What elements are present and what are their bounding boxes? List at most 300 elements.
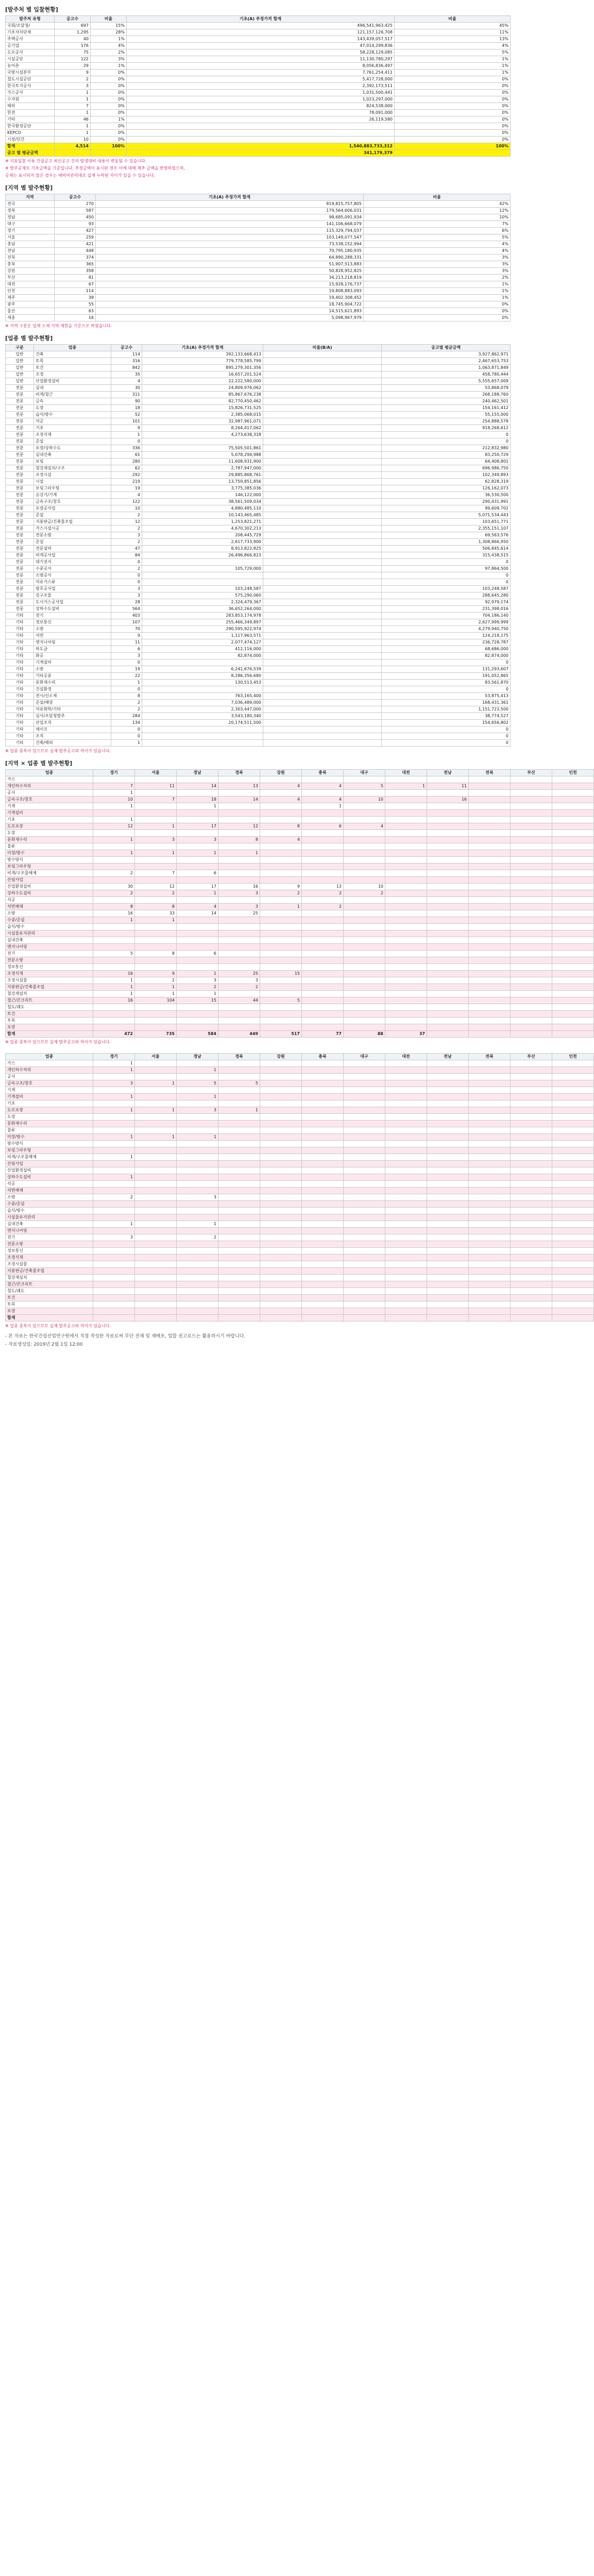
table-cell	[469, 910, 511, 917]
region-industry-table-2-header	[6, 1054, 594, 1060]
table-row	[6, 686, 511, 693]
table-cell: 석면	[34, 633, 111, 639]
table-cell	[135, 1255, 177, 1261]
table-cell	[135, 790, 177, 796]
table-cell	[385, 1011, 427, 1018]
table-cell	[511, 1121, 552, 1127]
table-cell: 경북	[6, 208, 55, 214]
table-cell: 전문	[6, 432, 34, 438]
table-cell	[511, 1255, 552, 1261]
table-cell	[260, 1194, 302, 1201]
table-cell	[263, 546, 382, 552]
table-cell	[511, 1228, 552, 1234]
table-cell	[344, 1154, 385, 1161]
table-cell: 2,617,733,900	[142, 539, 263, 546]
table-cell	[344, 1255, 385, 1261]
table-cell	[469, 897, 511, 904]
table-cell: 토목	[34, 358, 111, 365]
table-cell	[93, 1161, 135, 1167]
table-cell: 254,888,578	[382, 418, 511, 425]
table-cell	[302, 951, 344, 957]
table-cell	[427, 803, 469, 810]
table-cell: 방수방식	[6, 857, 93, 863]
table-cell	[260, 790, 302, 796]
table-cell	[511, 1080, 552, 1087]
table-row	[6, 241, 511, 248]
table-cell	[469, 1107, 511, 1114]
table-cell: 0	[382, 740, 511, 747]
table-cell: 341,179,379	[127, 150, 395, 157]
table-cell: 기계설비	[6, 810, 93, 817]
table-cell	[552, 803, 594, 810]
table-cell: 68,686,000	[382, 646, 511, 653]
table-cell	[263, 626, 382, 633]
table-cell: 기타	[6, 680, 34, 686]
table-cell	[427, 1315, 469, 1321]
table-cell	[511, 877, 552, 884]
table-cell	[177, 1127, 218, 1134]
table-cell: 1	[93, 991, 135, 997]
table-cell	[552, 783, 594, 790]
table-cell	[385, 1208, 427, 1214]
table-cell	[427, 1121, 469, 1127]
table-cell	[469, 1114, 511, 1121]
table-row	[6, 532, 511, 539]
table-cell: 3%	[364, 255, 511, 261]
table-cell	[302, 971, 344, 977]
table-cell: 9	[55, 70, 91, 76]
table-cell: 12	[135, 884, 177, 890]
table-cell	[385, 937, 427, 944]
table-cell	[344, 1087, 385, 1094]
table-cell	[469, 890, 511, 897]
table-cell	[385, 1214, 427, 1221]
table-cell	[427, 1114, 469, 1121]
table-cell: 조경식재	[34, 432, 111, 438]
table-cell	[552, 1161, 594, 1167]
table-cell	[469, 1228, 511, 1234]
table-cell	[344, 790, 385, 796]
table-cell	[218, 1094, 260, 1100]
table-cell: 358	[55, 268, 96, 275]
table-cell: 산업환경설비	[6, 884, 93, 890]
table-cell: 73,538,152,994	[96, 241, 364, 248]
table-cell: 114	[111, 351, 142, 358]
table-cell	[469, 1261, 511, 1268]
table-cell	[427, 863, 469, 870]
table-cell	[135, 1074, 177, 1080]
table-row	[6, 977, 594, 984]
table-cell	[260, 843, 302, 850]
table-cell	[511, 997, 552, 1004]
table-cell	[302, 1018, 344, 1024]
table-cell	[427, 1100, 469, 1107]
table-cell	[385, 1018, 427, 1024]
table-cell	[177, 1011, 218, 1018]
table-cell: 7,036,489,000	[142, 700, 263, 706]
table-cell	[511, 924, 552, 930]
orderer-note-3: 공제는 표시되지 않은 경우는 예비비관리대로 실제 누락된 자이가 있을 수 있습니다.	[5, 173, 155, 178]
table-row	[6, 1114, 594, 1121]
table-cell: 24,809,976,062	[142, 385, 263, 392]
table-cell: 3	[93, 1080, 135, 1087]
column-header: 경북	[218, 770, 260, 776]
table-cell: 인천	[6, 288, 55, 295]
table-cell: 1	[218, 1107, 260, 1114]
table-cell	[385, 1194, 427, 1201]
table-cell	[427, 1228, 469, 1234]
table-cell: 강원	[6, 268, 55, 275]
table-cell	[552, 850, 594, 857]
table-cell: 5	[260, 997, 302, 1004]
table-cell	[302, 1234, 344, 1241]
table-cell: 1%	[395, 70, 511, 76]
table-cell: 전문	[6, 566, 34, 572]
table-cell	[385, 1248, 427, 1255]
table-row	[6, 301, 511, 308]
table-row	[6, 1134, 594, 1141]
table-row	[6, 917, 594, 924]
table-cell	[395, 150, 511, 157]
table-cell	[385, 897, 427, 904]
table-cell: 34,213,218,819	[96, 275, 364, 281]
table-cell: 3	[55, 83, 91, 90]
table-cell: 4,273,638,318	[142, 432, 263, 438]
table-cell	[263, 666, 382, 673]
table-cell	[260, 1208, 302, 1214]
table-cell	[302, 837, 344, 843]
industry-table-body	[6, 351, 511, 747]
table-cell: 1	[111, 680, 142, 686]
table-cell: 세이프	[34, 726, 111, 733]
table-cell: 2%	[91, 49, 127, 56]
table-cell: 4	[260, 796, 302, 803]
table-row	[6, 843, 594, 850]
table-cell: 100%	[91, 143, 127, 150]
table-cell	[218, 1011, 260, 1018]
table-cell	[302, 843, 344, 850]
table-cell	[427, 977, 469, 984]
table-cell: 8	[135, 951, 177, 957]
table-cell: 전문소방	[34, 532, 111, 539]
table-cell	[552, 1154, 594, 1161]
table-cell: 8,286,356,680	[142, 673, 263, 680]
table-cell	[385, 917, 427, 924]
table-row	[6, 472, 511, 479]
table-row	[6, 944, 594, 951]
table-cell: 36,530,500	[382, 492, 511, 499]
table-cell	[427, 1301, 469, 1308]
table-cell	[427, 1201, 469, 1208]
table-cell	[427, 904, 469, 910]
table-cell: 1	[135, 917, 177, 924]
table-cell	[135, 1241, 177, 1248]
table-cell	[177, 1201, 218, 1208]
table-cell	[552, 823, 594, 830]
table-cell: 전문소방	[6, 1241, 93, 1248]
table-cell	[218, 1060, 260, 1067]
table-row	[6, 1268, 594, 1275]
table-cell: 75	[55, 49, 91, 56]
region-industry-table-2	[5, 1053, 594, 1321]
table-cell	[344, 810, 385, 817]
table-cell	[511, 971, 552, 977]
table-cell: 5,555,657,009	[382, 378, 511, 385]
table-cell	[135, 1234, 177, 1241]
table-cell	[218, 1288, 260, 1295]
table-cell: 2	[111, 700, 142, 706]
column-header: 업종	[6, 1054, 93, 1060]
table-cell	[511, 1208, 552, 1214]
table-cell: 236,728,787	[382, 639, 511, 646]
table-cell	[552, 1127, 594, 1134]
table-cell	[385, 1174, 427, 1181]
table-cell	[385, 910, 427, 917]
table-cell	[135, 944, 177, 951]
table-row	[6, 910, 594, 917]
table-cell	[93, 930, 135, 937]
table-cell: 9	[260, 884, 302, 890]
table-row	[6, 70, 511, 76]
table-cell: 10	[344, 884, 385, 890]
table-cell	[511, 823, 552, 830]
table-cell	[511, 796, 552, 803]
table-cell	[93, 1248, 135, 1255]
table-cell	[511, 857, 552, 863]
table-cell: 도장	[6, 830, 93, 837]
table-cell	[260, 1221, 302, 1228]
table-cell	[135, 1221, 177, 1228]
table-cell	[177, 924, 218, 930]
table-cell	[344, 1024, 385, 1031]
table-cell: 0%	[395, 116, 511, 123]
table-cell: 268,188,760	[382, 392, 511, 398]
table-cell: 1	[177, 1221, 218, 1228]
table-cell: 철도시설공단	[6, 76, 55, 83]
table-cell	[344, 1100, 385, 1107]
table-cell	[177, 930, 218, 937]
table-cell	[427, 1107, 469, 1114]
table-cell: 0	[382, 572, 511, 579]
table-cell	[469, 1221, 511, 1228]
table-cell: 3,927,862,971	[382, 351, 511, 358]
table-row	[6, 1194, 594, 1201]
table-cell: 방수방식	[6, 1141, 93, 1147]
table-cell: 10	[93, 796, 135, 803]
report	[5, 5, 577, 1348]
table-row	[6, 1228, 594, 1234]
table-cell: 전시/신소재	[34, 693, 111, 700]
table-cell	[218, 857, 260, 863]
table-cell: 1%	[364, 288, 511, 295]
table-cell	[260, 1154, 302, 1161]
table-cell: 38,561,509,034	[142, 499, 263, 505]
table-cell	[385, 1308, 427, 1315]
table-row	[6, 268, 511, 275]
table-cell	[260, 930, 302, 937]
table-cell	[93, 1127, 135, 1134]
table-cell: 12	[93, 823, 135, 830]
table-cell: 763,165,400	[142, 693, 263, 700]
table-cell	[511, 1248, 552, 1255]
table-cell	[385, 1127, 427, 1134]
orderer-table-body	[6, 23, 511, 157]
table-cell	[552, 857, 594, 863]
table-row	[6, 606, 511, 613]
table-cell	[385, 964, 427, 971]
table-cell: 587	[55, 208, 96, 214]
table-cell: 46	[55, 116, 91, 123]
table-cell: 일반	[6, 371, 34, 378]
table-cell	[135, 1268, 177, 1275]
table-cell: 전문	[6, 592, 34, 599]
table-cell: 7%	[364, 221, 511, 228]
table-cell: 1	[93, 1060, 135, 1067]
table-cell	[218, 1268, 260, 1275]
table-cell: 0	[382, 579, 511, 586]
orderer-table-header	[6, 16, 511, 23]
table-cell	[511, 830, 552, 837]
table-cell: 전문	[6, 385, 34, 392]
table-cell	[469, 1295, 511, 1301]
table-cell: 0%	[364, 308, 511, 315]
table-cell: 315,438,515	[382, 552, 511, 559]
table-cell	[260, 1275, 302, 1281]
table-cell	[344, 991, 385, 997]
table-row	[6, 559, 511, 566]
table-cell: 실내	[34, 385, 111, 392]
table-cell	[260, 1141, 302, 1147]
table-cell	[135, 1100, 177, 1107]
table-cell: 기타	[6, 673, 34, 680]
table-cell	[344, 1268, 385, 1275]
table-cell: 10	[55, 137, 91, 143]
table-row	[6, 1024, 594, 1031]
table-cell: 55,155,000	[382, 412, 511, 418]
table-row	[6, 432, 511, 438]
table-cell: 하도급	[34, 646, 111, 653]
table-cell	[177, 1147, 218, 1154]
table-cell	[260, 991, 302, 997]
table-cell: 4	[260, 783, 302, 790]
table-cell	[344, 1074, 385, 1080]
table-cell: 엔지니어링	[6, 944, 93, 951]
table-cell: 3	[111, 532, 142, 539]
table-cell: 2,467,653,753	[382, 358, 511, 365]
table-cell	[218, 1228, 260, 1234]
table-cell: 11	[111, 639, 142, 646]
table-cell: 공고 별 평균금액	[6, 150, 55, 157]
table-cell	[218, 1067, 260, 1074]
table-cell	[511, 850, 552, 857]
table-row	[6, 837, 594, 843]
table-row	[6, 726, 511, 733]
table-cell: 일반	[6, 351, 34, 358]
table-cell: 3	[218, 890, 260, 897]
table-row	[6, 599, 511, 606]
table-cell: 3	[218, 977, 260, 984]
table-cell	[302, 830, 344, 837]
table-cell: 철도/궤도	[6, 1004, 93, 1011]
table-cell: 13%	[395, 36, 511, 43]
table-cell: 1	[55, 96, 91, 103]
table-cell	[263, 452, 382, 459]
table-cell	[218, 1301, 260, 1308]
table-cell: 40	[55, 36, 91, 43]
table-cell: 12	[218, 823, 260, 830]
table-cell	[385, 997, 427, 1004]
table-cell: 13	[302, 884, 344, 890]
table-cell: 산업환경설비	[34, 378, 111, 385]
table-cell	[552, 1301, 594, 1308]
table-cell	[344, 1234, 385, 1241]
table-cell	[469, 991, 511, 997]
table-cell: 62	[111, 465, 142, 472]
table-row	[6, 546, 511, 552]
table-cell	[552, 930, 594, 937]
table-cell	[511, 1074, 552, 1080]
table-cell: 255,466,349,897	[142, 619, 263, 626]
table-cell	[385, 1060, 427, 1067]
table-cell: 33	[135, 910, 177, 917]
table-cell	[218, 1114, 260, 1121]
table-cell	[427, 1261, 469, 1268]
table-cell	[344, 1167, 385, 1174]
table-cell	[344, 1161, 385, 1167]
table-cell	[469, 1154, 511, 1161]
table-cell	[385, 1107, 427, 1114]
table-cell	[344, 877, 385, 884]
table-cell	[302, 1141, 344, 1147]
table-cell: 전문	[6, 459, 34, 465]
table-cell: 도로공사	[6, 49, 55, 56]
table-cell	[511, 930, 552, 937]
table-cell: 895,279,301,356	[142, 365, 263, 371]
table-cell	[344, 1221, 385, 1228]
table-cell: 0%	[91, 130, 127, 137]
table-cell	[260, 870, 302, 877]
table-cell: 조직	[34, 733, 111, 740]
table-cell	[385, 1147, 427, 1154]
table-cell: 1	[93, 917, 135, 924]
table-cell	[385, 1268, 427, 1275]
table-cell	[385, 1167, 427, 1174]
table-cell: 포장	[6, 1024, 93, 1031]
table-cell	[469, 1018, 511, 1024]
table-cell: 2	[260, 890, 302, 897]
table-cell	[260, 1060, 302, 1067]
table-cell: 85,867,676,238	[142, 392, 263, 398]
table-cell	[93, 964, 135, 971]
table-cell	[552, 1060, 594, 1067]
table-cell	[302, 1241, 344, 1248]
section-orderer-title: [발주처 별 입찰현황]	[5, 6, 58, 13]
table-cell: 10	[344, 796, 385, 803]
table-cell	[385, 1315, 427, 1321]
table-cell	[427, 1234, 469, 1241]
table-cell	[302, 1134, 344, 1141]
table-cell: 1	[93, 850, 135, 857]
table-cell	[93, 1141, 135, 1147]
table-cell: 기타공종	[34, 673, 111, 680]
table-cell	[385, 1121, 427, 1127]
table-cell	[511, 1281, 552, 1288]
table-cell	[552, 863, 594, 870]
table-cell: 11,130,780,297	[127, 56, 395, 63]
table-cell: 50,828,952,825	[96, 268, 364, 275]
table-row	[6, 1221, 594, 1228]
table-cell	[260, 964, 302, 971]
